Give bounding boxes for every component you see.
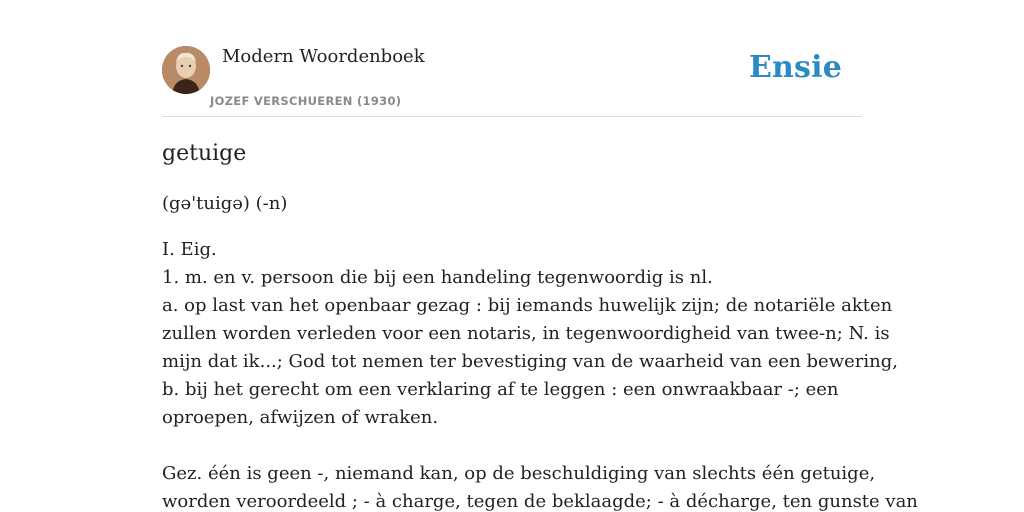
entry-pronunciation: (gə'tuigə) (-n) xyxy=(162,193,288,214)
ensie-logo[interactable]: Ensie xyxy=(748,50,842,85)
definition-line: zullen worden verleden voor een notaris, in tegenwoordigheid van twee-n; N. is xyxy=(162,323,890,344)
author-name[interactable]: JOZEF VERSCHUEREN (1930) xyxy=(210,94,402,108)
definition-line: b. bij het gerecht om een verklaring af te leggen : een onwraakbaar -; een xyxy=(162,379,839,400)
definition-line: oproepen, afwijzen of wraken. xyxy=(162,407,439,428)
paragraph-break xyxy=(162,432,862,460)
book-title[interactable]: Modern Woordenboek xyxy=(222,46,425,67)
definition-line: 1. m. en v. persoon die bij een handeling tegenwoordig is nl. xyxy=(162,267,713,288)
definition-line: I. Eig. xyxy=(162,239,217,260)
dictionary-header xyxy=(162,40,862,117)
definition-line: worden veroordeeld ; - à charge, tegen de beklaagde; - à décharge, ten gunste van xyxy=(162,491,918,512)
author-portrait-icon[interactable] xyxy=(162,46,210,94)
definition-line: Gez. één is geen -, niemand kan, op de beschuldiging van slechts één getuige, xyxy=(162,463,876,484)
entry-content xyxy=(162,136,918,512)
definition-line: mijn dat ik...; God tot nemen ter bevestiging van de waarheid van een bewering, xyxy=(162,351,898,372)
definition-line: a. op last van het openbaar gezag : bij iemands huwelijk zijn; de notariële akten xyxy=(162,295,893,316)
entry-definition xyxy=(162,236,918,512)
entry-headword: getuige xyxy=(162,141,247,166)
